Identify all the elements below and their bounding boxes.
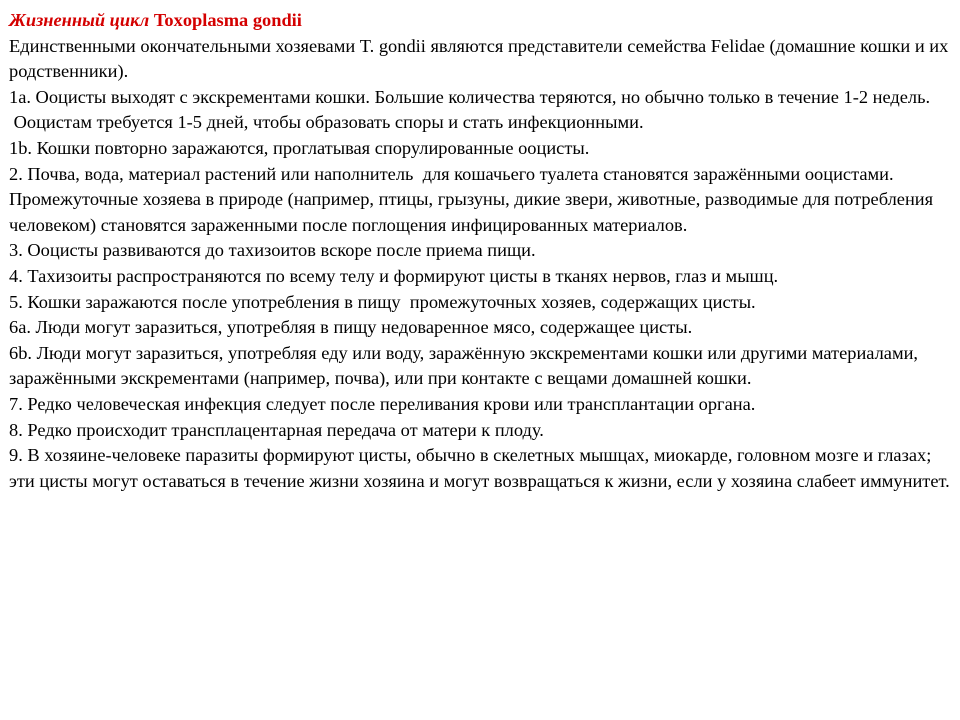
paragraph-3: 3. Ооцисты развиваются до тахизоитов вскоре после приема пищи. — [9, 240, 536, 261]
paragraph-4: 4. Тахизоиты распространяются по всему телу и формируют цисты в тканях нервов, глаз и мышц. — [9, 265, 779, 286]
paragraph-6b: 6b. Люди могут заразиться, употребляя еду или воду, заражённую экскрементами кошки или другими материалами, заражёнными экскрементами (например, почва), или при контакте с вещами домашней кошки. — [9, 342, 923, 389]
paragraph-7: 7. Редко человеческая инфекция следует после переливания крови или трансплантации органа. — [9, 393, 756, 414]
paragraph-5: 5. Кошки заражаются после употребления в пищу промежуточных хозяев, содержащих цисты. — [9, 291, 756, 312]
paragraph-intermediate-hosts: Промежуточные хозяева в природе (например, птицы, грызуны, дикие звери, животные, разводимые для потребления человеком) становятся зараженными после поглощения инфицированных материалов. — [9, 189, 938, 235]
slide-title-russian: Жизненный цикл — [9, 10, 154, 30]
paragraph-sporulation: Ооцистам требуется 1-5 дней, чтобы образовать споры и стать инфекционными. — [9, 112, 644, 133]
paragraph-9: 9. В хозяине-человеке паразиты формируют цисты, обычно в скелетных мышцах, миокарде, головном мозге и глазах; эти цисты могут оставаться в течение жизни хозяина и могут возвращаться к жизни, если у хозяина слабеет иммунитет. — [9, 445, 950, 491]
slide-title-latin: Toxoplasma gondii — [153, 10, 302, 30]
paragraph-2: 2. Почва, вода, материал растений или наполнитель для кошачьего туалета становятся заражёнными ооцистами. — [9, 163, 894, 184]
paragraph-8: 8. Редко происходит трансплацентарная передача от матери к плоду. — [9, 419, 544, 440]
slide-body — [9, 8, 954, 494]
paragraph-1a: 1a. Ооцисты выходят с экскрементами кошки. Большие количества теряются, но обычно только в течение 1-2 недель. — [9, 86, 931, 107]
paragraph-1b: 1b. Кошки повторно заражаются, проглатывая спорулированные ооцисты. — [9, 137, 590, 158]
slide-title — [9, 8, 954, 34]
paragraph-6a: 6a. Люди могут заразиться, употребляя в пищу недоваренное мясо, содержащее цисты. — [9, 317, 693, 338]
paragraph-intro: Единственными окончательными хозяевами T. gondii являются представители семейства Felidae (домашние кошки и их родственники). — [9, 35, 953, 82]
